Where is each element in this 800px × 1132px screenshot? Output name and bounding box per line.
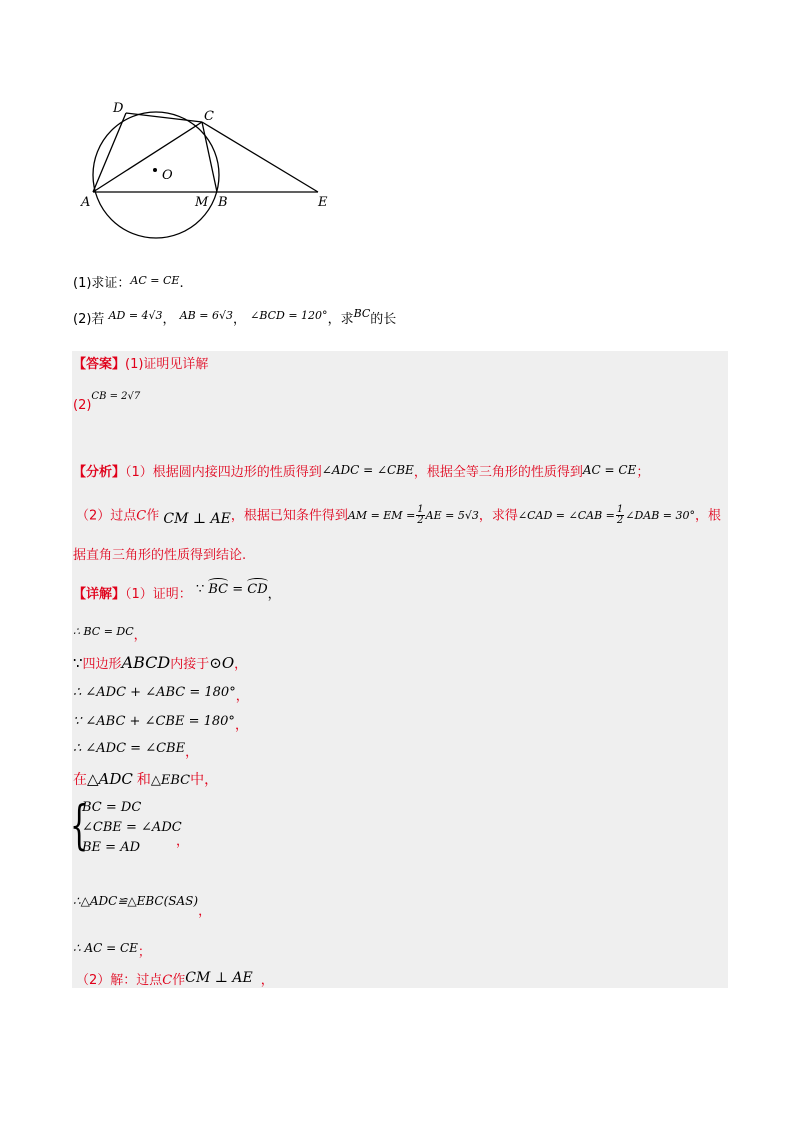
detail-l5: ∵ ∠ABC + ∠CBE = 180° xyxy=(73,714,235,729)
analysis-p1-math2: AC = CE xyxy=(582,463,637,477)
detail-l10-perp: CM ⊥ AE xyxy=(185,970,253,986)
label-b: B xyxy=(218,195,228,210)
label-e: E xyxy=(318,195,328,210)
q2-bc: BC xyxy=(353,307,371,320)
q2-ab: AB = 6√3 xyxy=(179,309,233,322)
detail-l10-comma: ， xyxy=(260,973,274,988)
analysis-p2-eq-lhs: AM = EM = xyxy=(347,508,416,522)
detail-line-7 xyxy=(73,771,218,789)
analysis-p1-end: ； xyxy=(636,465,650,480)
analysis-tag: 【分析】 xyxy=(73,465,126,480)
q2-comma-1: ， xyxy=(162,312,176,327)
analysis-p2-perp: CM ⊥ AE xyxy=(163,510,231,527)
analysis-p3-text: 据直角三角形的性质得到结论. xyxy=(73,548,247,563)
arc-bc: BC xyxy=(208,582,229,597)
detail-l10-c: C xyxy=(162,973,173,988)
detail-l9: ∴ AC = CE xyxy=(73,941,138,955)
answer-2-math: CB = 2√7 xyxy=(91,391,141,402)
analysis-p2-fraction-2 xyxy=(616,505,624,526)
label-o: O xyxy=(162,168,173,183)
analysis-line-1 xyxy=(73,464,649,481)
analysis-line-2 xyxy=(76,506,721,527)
answer-2-prefix: (2) xyxy=(73,398,92,413)
detail-line-8 xyxy=(73,893,212,919)
detail-l7-t1: △ADC xyxy=(87,770,133,788)
detail-line-2 xyxy=(73,624,147,643)
because-symbol: ∵ xyxy=(195,582,205,597)
analysis-p2-qiu: ，求得 xyxy=(478,508,518,524)
left-brace: { xyxy=(70,796,89,856)
q2-angle: ∠BCD = 120° xyxy=(250,309,328,322)
analysis-line-3 xyxy=(73,548,246,564)
segment-cb xyxy=(202,122,217,192)
analysis-p2-fraction xyxy=(416,505,424,526)
question-1 xyxy=(73,276,184,292)
analysis-p2-ang-rhs: ∠DAB = 30° xyxy=(625,508,696,522)
detail-line-3 xyxy=(73,655,247,673)
analysis-p2-eq-rhs: AE = 5√3 xyxy=(425,508,479,522)
system-comma: ， xyxy=(176,834,190,849)
system-eq-1: BC = DC xyxy=(82,800,142,815)
label-a: A xyxy=(81,195,91,210)
circle-o xyxy=(93,112,219,238)
q2-comma-2: ， xyxy=(232,312,246,327)
equation-system xyxy=(72,796,212,866)
detail-l3-because: ∵ xyxy=(73,654,83,672)
detail-l8: ∴△ADC≌△EBC(SAS) xyxy=(73,894,199,908)
system-eq-3: BE = AD xyxy=(82,840,141,855)
analysis-p2-zuo: 作 xyxy=(146,508,160,524)
segment-ce xyxy=(202,122,318,192)
analysis-p1-math: ∠ADC = ∠CBE xyxy=(321,463,414,477)
detail-l3-text: 四边形 xyxy=(82,657,122,672)
q2-prefix: (2)若 xyxy=(73,312,105,327)
analysis-p2-frac2-num: 1 xyxy=(616,504,624,515)
q1-math: AC = CE xyxy=(130,274,180,287)
geometry-figure xyxy=(78,95,340,250)
analysis-p2-ang-lhs: ∠CAD = ∠CAB = xyxy=(517,508,615,522)
analysis-p2-mid: ，根据已知条件得到 xyxy=(230,508,348,524)
detail-l4: ∴ ∠ADC + ∠ABC = 180° xyxy=(73,685,236,700)
analysis-p1-text: （1）根据圆内接四边形的性质得到 xyxy=(125,465,322,480)
analysis-p2-frac2-den: 2 xyxy=(616,515,624,526)
answer-line-2 xyxy=(73,391,141,413)
analysis-p2-frac-num: 1 xyxy=(417,504,424,515)
detail-l1-text: （1）证明： xyxy=(125,587,192,602)
detail-l8-comma: ， xyxy=(198,904,212,919)
detail-l10-text: （2）解：过点 xyxy=(76,973,163,988)
answer-1: (1)证明见详解 xyxy=(125,357,209,372)
segment-dc xyxy=(126,113,202,122)
label-m: M xyxy=(195,195,209,210)
label-c: C xyxy=(204,109,214,124)
detail-line-10 xyxy=(76,972,274,989)
q1-suffix: . xyxy=(179,276,184,291)
detail-l2: ∴ BC = DC xyxy=(73,625,134,638)
q2-tail: 的长 xyxy=(370,312,397,327)
q2-ad: AD = 4√3 xyxy=(108,309,163,322)
detail-line-6 xyxy=(73,741,199,760)
detail-l7-zhong: 中， xyxy=(190,772,219,788)
q2-ask: ，求 xyxy=(327,312,354,327)
detail-line-9 xyxy=(73,940,151,960)
detail-line-1 xyxy=(73,582,281,603)
detail-l7-zai: 在 xyxy=(73,772,87,788)
system-eq-2: ∠CBE = ∠ADC xyxy=(82,820,182,835)
detail-l1-comma: ， xyxy=(267,587,281,602)
detail-line-5 xyxy=(73,714,248,733)
detail-l3-inner: 内接于 xyxy=(170,657,210,672)
detail-l5-comma: ， xyxy=(234,718,248,733)
label-d: D xyxy=(113,101,124,116)
answer-line-1 xyxy=(73,357,208,373)
analysis-p2-c: C xyxy=(136,508,147,524)
analysis-p2-text: （2）过点 xyxy=(76,508,137,524)
analysis-p2-gen: ，根 xyxy=(695,508,722,524)
detail-l6: ∴ ∠ADC = ∠CBE xyxy=(73,741,186,756)
detail-l2-comma: ， xyxy=(133,628,147,643)
detail-l3-comma: ， xyxy=(234,657,248,672)
segment-ad xyxy=(93,113,126,192)
detail-l3-circle: ⊙O xyxy=(209,654,235,672)
detail-l6-comma: ， xyxy=(185,745,199,760)
analysis-p1-mid: ，根据全等三角形的性质得到 xyxy=(413,465,583,480)
detail-l7-t2: △EBC xyxy=(150,773,191,788)
answer-tag: 【答案】 xyxy=(73,357,126,372)
detail-l3-abcd: ABCD xyxy=(121,653,171,672)
detail-tag: 【详解】 xyxy=(73,587,126,602)
detail-l9-end: ； xyxy=(137,945,151,960)
detail-line-4 xyxy=(73,685,249,704)
detail-l10-zuo: 作 xyxy=(172,973,186,988)
detail-l4-comma: ， xyxy=(235,689,249,704)
detail-l7-he: 和 xyxy=(136,772,151,788)
detail-l1-eq: = xyxy=(232,582,244,597)
center-dot xyxy=(153,168,157,172)
q1-prefix: (1)求证： xyxy=(73,276,131,291)
arc-cd: CD xyxy=(247,582,268,597)
question-2 xyxy=(73,307,397,328)
analysis-p2-frac-den: 2 xyxy=(417,515,424,526)
